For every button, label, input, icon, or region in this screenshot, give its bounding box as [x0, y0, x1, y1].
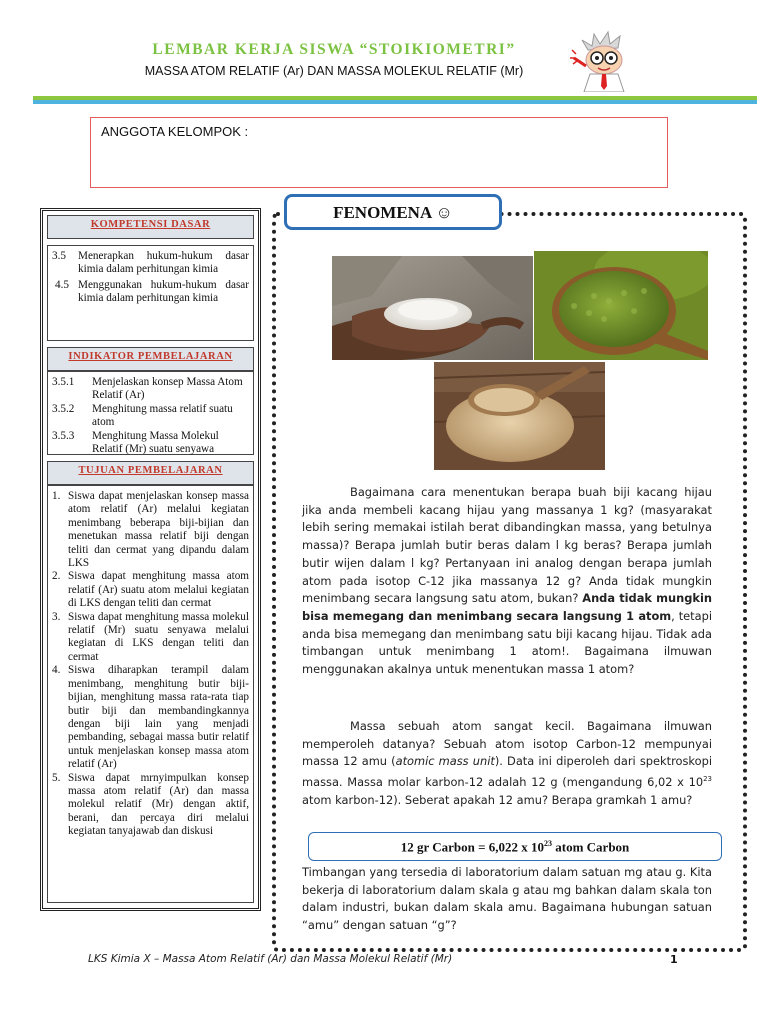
left-sidebar — [40, 208, 261, 911]
kompetensi-heading: KOMPETENSI DASAR — [47, 215, 254, 239]
header-divider-blue — [33, 100, 757, 104]
mung-beans-photo — [534, 251, 708, 360]
tujuan-item: 4. Siswa diharapkan terampil dalam menimbang, menghitung butir biji-bijian, menghitung massa rata-rata tiap butir biji dan membandingkannya dengan biji lain yang menjadi pembanding, sebagai massa butir relatif untuk menjelaskan konsep massa atom relatif (Ar) — [52, 664, 249, 771]
kompetensi-item: 3.5 Menerapkan hukum-hukum dasar kimia dalam perhitungan kimia — [52, 250, 249, 276]
page-footer: LKS Kimia X – Massa Atom Relatif (Ar) dan Massa Molekul Relatif (Mr) — [88, 953, 453, 965]
fenomena-paragraph-3: Timbangan yang tersedia di laboratorium dalam satuan mg atau g. Kita bekerja di laboratorium dalam skala g atau mg bahkan dalam skala ton dalam industri, bukan dalam skala amu. Bagaimana hubungan satuan “amu” dengan satuan “g”? — [302, 865, 712, 933]
fenomena-paragraph-1: Bagaimana cara menentukan berapa buah biji kacang hijau jika anda membeli kacang hijau yang massanya 1 kg? (masyarakat lebih sering memakai istilah berat dibandingkan massa, yang betulnya massa)? Berapa jumlah butir beras dalam l kg beras? Berapa jumlah butir wijen dalam l kg? Pertanyaan ini analog dengan berapa jumlah atom pada isotop C-12 jika massanya 12 g? Anda tidak mungkin menimbang secara langsung satu atom, bukan? Anda tidak mungkin bisa memegang dan menimbang secara langsung 1 atom, tetapi anda bisa memegang dan menimbang satu biji kacang hijau. Tidak ada timbangan untuk menimbang 1 atom!. Bagaimana ilmuwan menggunakan akalnya untuk menentukan massa 1 atom? — [302, 485, 713, 677]
tujuan-heading: TUJUAN PEMBELAJARAN — [47, 461, 254, 485]
group-members-box[interactable] — [90, 117, 668, 188]
indikator-item: 3.5.2 Menghitung massa relatif suatu atom — [52, 402, 233, 429]
kompetensi-box — [47, 245, 254, 341]
tujuan-item: 3. Siswa dapat menghitung massa molekul relatif (Mr) suatu senyawa melalui kegiatan di LKS dengan teliti dan cermat — [52, 610, 249, 663]
worksheet-subtitle: MASSA ATOM RELATIF (Ar) DAN MASSA MOLEKUL RELATIF (Mr) — [144, 64, 524, 78]
indikator-item: 3.5.3 Menghitung Massa Molekul Relatif (Mr) suatu senyawa — [52, 429, 219, 456]
fenomena-paragraph-2: Massa sebuah atom sangat kecil. Bagaimana ilmuwan memperoleh datanya? Sebuah atom isotop Carbon-12 mempunyai massa 12 amu (atomic mass unit). Data ini diperoleh dari spektroskopi massa. Massa molar karbon-12 adalah 12 g (mengandung 6,02 x $10^{23}$ atom karbon-12). Seberat apakah 12 amu? Berapa gramkah 1 amu? — [302, 719, 712, 807]
professor-mascot-icon — [568, 28, 640, 92]
kompetensi-item: 4.5 Menggunakan hukum-hukum dasar kimia dalam perhitungan kimia — [55, 278, 249, 305]
group-members-label: ANGGOTA KELOMPOK : — [101, 124, 249, 139]
worksheet-title: LEMBAR KERJA SISWA “STOIKIOMETRI” — [152, 41, 516, 58]
indikator-box — [47, 371, 254, 455]
sesame-seeds-photo — [434, 362, 605, 470]
rice-in-hand-photo — [332, 256, 533, 360]
indikator-item: 3.5.1 Menjelaskan konsep Massa Atom Relatif (Ar) — [52, 376, 243, 402]
tujuan-box — [47, 485, 254, 903]
indikator-heading: INDIKATOR PEMBELAJARAN — [47, 347, 254, 371]
tujuan-item: 2. Siswa dapat menghitung massa atom relatif (Ar) suatu atom melalui kegiatan di LKS dengan teliti dan cermat — [52, 570, 249, 610]
carbon-formula-box: 12 gr Carbon = 6,022 x $10^{23}$ atom Carbon — [308, 832, 722, 861]
page-number: 1 — [670, 953, 678, 966]
fenomena-title: FENOMENA ☺ — [284, 194, 502, 230]
tujuan-item: 5. Siswa dapat mrnyimpulkan konsep massa atom relatif (Ar) dan massa molekul relatif (Mr) dengan aktif, berani, dan percaya diri melalui kegiatan tanyajawab dan diskusi — [52, 771, 249, 838]
tujuan-item: 1. Siswa dapat menjelaskan konsep massa atom relatif (Ar) melalui kegiatan menimbang beberapa biji-bijian dan menetukan massa relatif biji dengan teliti dan cermat yang dipandu dalam LKS — [52, 490, 249, 570]
